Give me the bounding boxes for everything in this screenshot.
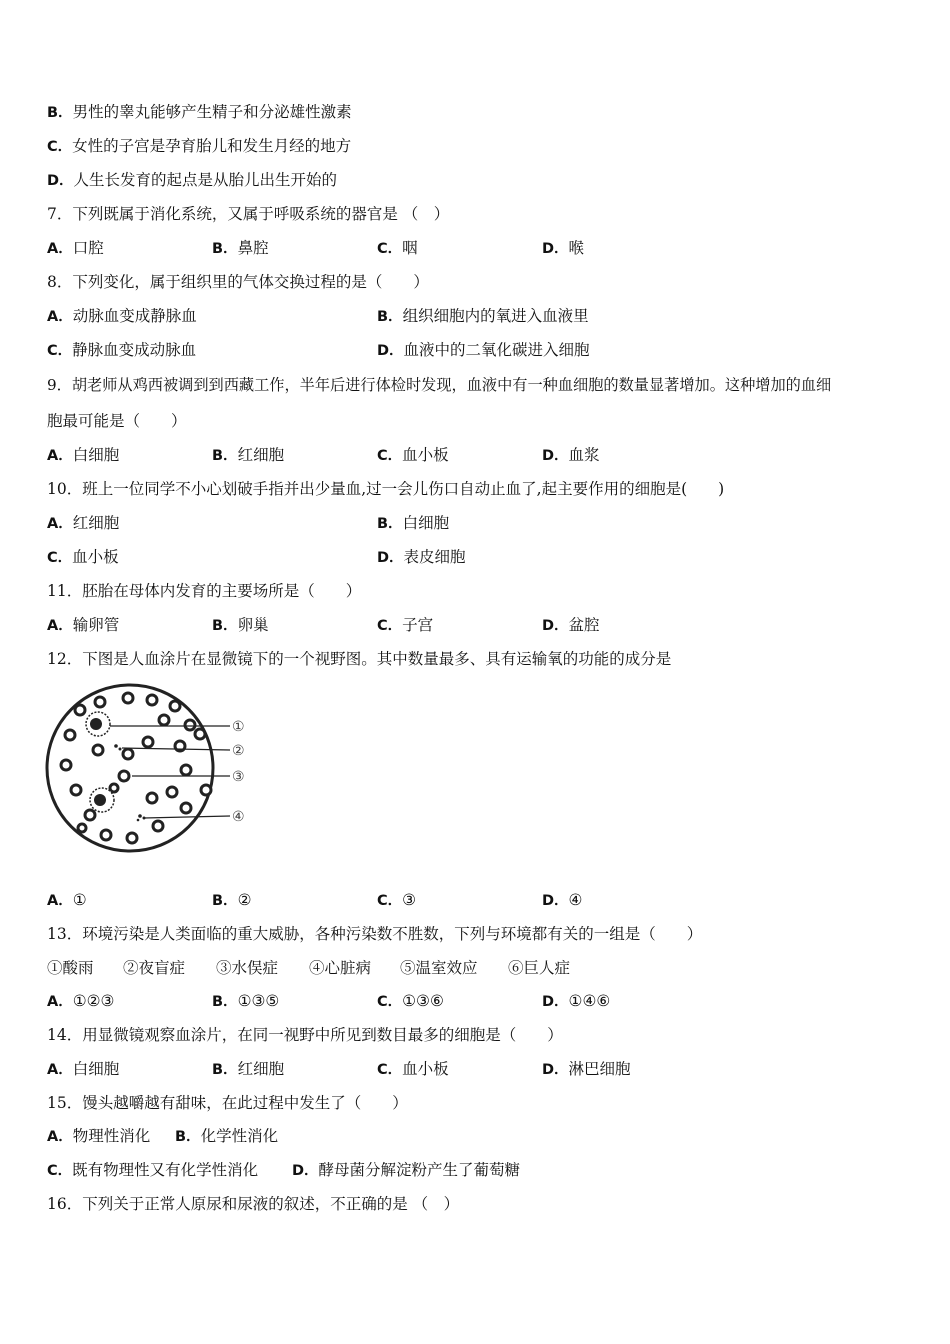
option-c: C．③ [377,891,417,909]
label-2: ② [232,743,245,759]
option-d: D．①④⑥ [542,992,611,1010]
figure-labels [232,719,245,825]
label-1: ① [232,719,245,735]
option-a: A．口腔 [47,239,104,257]
question-stem: 16．下列关于正常人原尿和尿液的叙述，不正确的是 （ ） [47,1195,460,1213]
option-line: B．男性的睾丸能够产生精子和分泌雄性激素 [47,103,352,121]
list-item: ⑥巨人症 [508,959,571,977]
option-d: D．血液中的二氧化碳进入细胞 [377,341,590,359]
label-4: ④ [232,809,245,825]
option-d: D．表皮细胞 [377,548,466,566]
option-b: B．卵巢 [212,616,269,634]
question-stem: 15．馒头越嚼越有甜味，在此过程中发生了（ ） [47,1094,408,1112]
option-c: C．血小板 [377,446,449,464]
option-a: A．物理性消化 [47,1127,151,1145]
option-b: B．①③⑤ [212,992,280,1010]
option-c: C．咽 [377,239,418,257]
option-c: C．血小板 [47,548,119,566]
list-item: ④心脏病 [309,959,372,977]
option-c: C．血小板 [377,1060,449,1078]
option-c: C．①③⑥ [377,992,444,1010]
question-stem: 11．胚胎在母体内发育的主要场所是（ ） [47,582,362,600]
option-line: D．人生长发育的起点是从胎儿出生开始的 [47,171,338,189]
option-a: A．动脉血变成静脉血 [47,307,197,325]
option-d: D．血浆 [542,446,600,464]
blood-smear-figure [40,680,260,864]
label-3: ③ [232,769,245,785]
option-b: B．鼻腔 [212,239,269,257]
option-d: D．酵母菌分解淀粉产生了葡萄糖 [292,1161,521,1179]
question-stem: 12．下图是人血涂片在显微镜下的一个视野图。其中数量最多、具有运输氧的功能的成分是 [47,650,672,668]
option-c: C．子宫 [377,616,434,634]
option-b: B．白细胞 [377,514,450,532]
option-d: D．淋巴细胞 [542,1060,631,1078]
question-stem: 14．用显微镜观察血涂片，在同一视野中所见到数目最多的细胞是（ ） [47,1026,563,1044]
option-a: A．① [47,891,87,909]
list-item: ①酸雨 [47,959,94,977]
question-stem: 13．环境污染是人类面临的重大威胁，各种污染数不胜数，下列与环境都有关的一组是（ ） [47,925,703,943]
option-d: D．④ [542,891,583,909]
question-stem: 9．胡老师从鸡西被调到到西藏工作，半年后进行体检时发现，血液中有一种血细胞的数量显著增加。这种增加的血细 [47,376,832,394]
list-item: ③水俣症 [216,959,279,977]
option-b: B．② [212,891,252,909]
option-b: B．化学性消化 [175,1127,279,1145]
option-b: B．组织细胞内的氧进入血液里 [377,307,589,325]
option-line: C．女性的子宫是孕育胎儿和发生月经的地方 [47,137,352,155]
option-a: A．红细胞 [47,514,120,532]
option-b: B．红细胞 [212,1060,285,1078]
list-item: ②夜盲症 [123,959,186,977]
option-b: B．红细胞 [212,446,285,464]
option-a: A．白细胞 [47,1060,120,1078]
question-stem: 10．班上一位同学不小心划破手指并出少量血,过一会儿伤口自动止血了,起主要作用的细胞是( ) [47,480,725,498]
option-a: A．白细胞 [47,446,120,464]
blood-smear-svg [40,680,260,860]
question-stem: 8．下列变化，属于组织里的气体交换过程的是（ ） [47,273,429,291]
option-a: A．①②③ [47,992,115,1010]
option-a: A．输卵管 [47,616,120,634]
option-d: D．盆腔 [542,616,600,634]
option-d: D．喉 [542,239,585,257]
list-item: ⑤温室效应 [400,959,478,977]
question-stem-cont: 胞最可能是（ ） [47,412,187,430]
option-c: C．静脉血变成动脉血 [47,341,197,359]
option-c: C．既有物理性又有化学性消化 [47,1161,259,1179]
question-stem: 7．下列既属于消化系统，又属于呼吸系统的器官是 （ ） [47,205,450,223]
